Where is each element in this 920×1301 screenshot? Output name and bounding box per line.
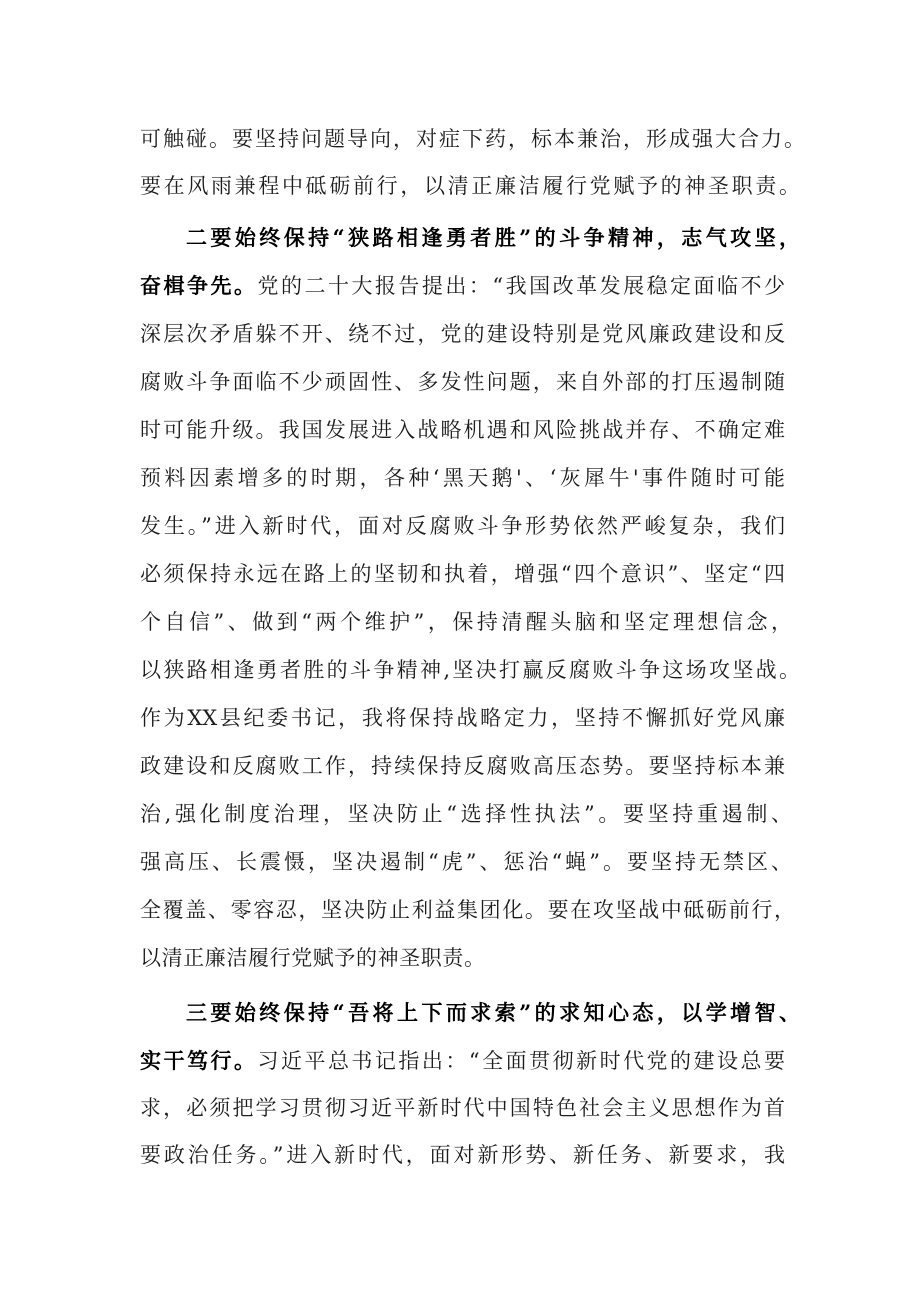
line-text: 强高压、长震慑，坚决遏制“虎”、惩治“蝇”。要坚持无禁区、 <box>140 850 792 874</box>
line-text: 要在风雨兼程中砥砺前行，以清正廉洁履行党赋予的神圣职责。 <box>140 174 800 198</box>
paragraph-line <box>140 886 795 934</box>
paragraph-line <box>140 262 785 310</box>
paragraph-line <box>140 116 805 163</box>
paragraph-heading-line <box>140 989 800 1037</box>
line-text: 以清正廉洁履行党赋予的神圣职责。 <box>140 946 486 970</box>
line-text: 个自信”、做到“两个维护”，保持清醒头脑和坚定理想信念， <box>140 610 792 634</box>
paragraph-line <box>140 1085 785 1132</box>
line-text: 全覆盖、零容忍，坚决防止利益集团化。要在攻坚战中砥砺前行， <box>140 898 795 922</box>
paragraph-heading-bold: 奋楫争先。 <box>140 273 258 298</box>
line-text: 以狭路相逢勇者胜的斗争精神,坚决打赢反腐败斗争这场攻坚战。 <box>140 658 800 682</box>
paragraph-line <box>140 502 785 550</box>
line-text: 预料因素增多的时期，各种‘黑天鹅'、‘灰犀牛'事件随时可能 <box>140 466 785 490</box>
line-text: 治,强化制度治理，坚决防止“选择性执法”。要坚持重遏制、 <box>140 802 792 826</box>
paragraph-line <box>140 358 785 406</box>
paragraph-heading-bold: 三要始终保持“吾将上下而求索”的求知心态，以学增智、 <box>186 1000 800 1025</box>
line-text: 习近平总书记指出：“全面贯彻新时代党的建设总要 <box>257 1049 786 1073</box>
paragraph-heading-bold: 二要始终保持“狭路相逢勇者胜”的斗争精神，志气攻坚， <box>186 225 800 250</box>
paragraph-last-line <box>140 934 820 982</box>
paragraph-line <box>140 454 785 502</box>
paragraph-line <box>140 406 785 454</box>
line-text: 腐败斗争面临不少顽固性、多发性问题，来自外部的打压遏制随 <box>140 370 785 394</box>
paragraph-line <box>140 790 792 838</box>
paragraph-line <box>140 598 792 646</box>
paragraph-heading-line <box>140 214 800 262</box>
paragraph-line <box>140 742 785 790</box>
paragraph-line <box>140 694 785 742</box>
paragraph-continuation <box>140 116 820 210</box>
paragraph-point-three <box>140 989 820 1179</box>
paragraph-line <box>140 550 785 598</box>
line-text: 党的二十大报告提出：“我国改革发展稳定面临不少 <box>257 274 786 298</box>
line-text: 可触碰。要坚持问题导向，对症下药，标本兼治，形成强大合力。 <box>140 127 805 151</box>
paragraph-line <box>140 1132 785 1179</box>
paragraph-point-two <box>140 214 820 982</box>
line-text: 作为XX县纪委书记，我将保持战略定力，坚持不懈抓好党风廉 <box>140 706 785 730</box>
paragraph-heading-bold: 实干笃行。 <box>140 1048 258 1073</box>
line-text: 发生。”进入新时代，面对反腐败斗争形势依然严峻复杂，我们 <box>140 514 785 538</box>
line-text: 政建设和反腐败工作，持续保持反腐败高压态势。要坚持标本兼 <box>140 754 785 778</box>
line-text: 要政治任务。”进入新时代，面对新形势、新任务、新要求，我 <box>140 1143 785 1167</box>
paragraph-line <box>140 310 785 358</box>
line-text: 时可能升级。我国发展进入战略机遇和风险挑战并存、不确定难 <box>140 418 785 442</box>
paragraph-line <box>140 163 800 210</box>
line-text: 求，必须把学习贯彻习近平新时代中国特色社会主义思想作为首 <box>140 1096 785 1120</box>
line-text: 深层次矛盾躲不开、绕不过，党的建设特别是党风廉政建设和反 <box>140 322 785 346</box>
line-text: 必须保持永远在路上的坚韧和执着，增强“四个意识”、坚定“四 <box>140 562 785 586</box>
paragraph-line <box>140 838 792 886</box>
document-page <box>140 116 820 1179</box>
paragraph-line <box>140 1037 785 1085</box>
paragraph-line <box>140 646 800 694</box>
